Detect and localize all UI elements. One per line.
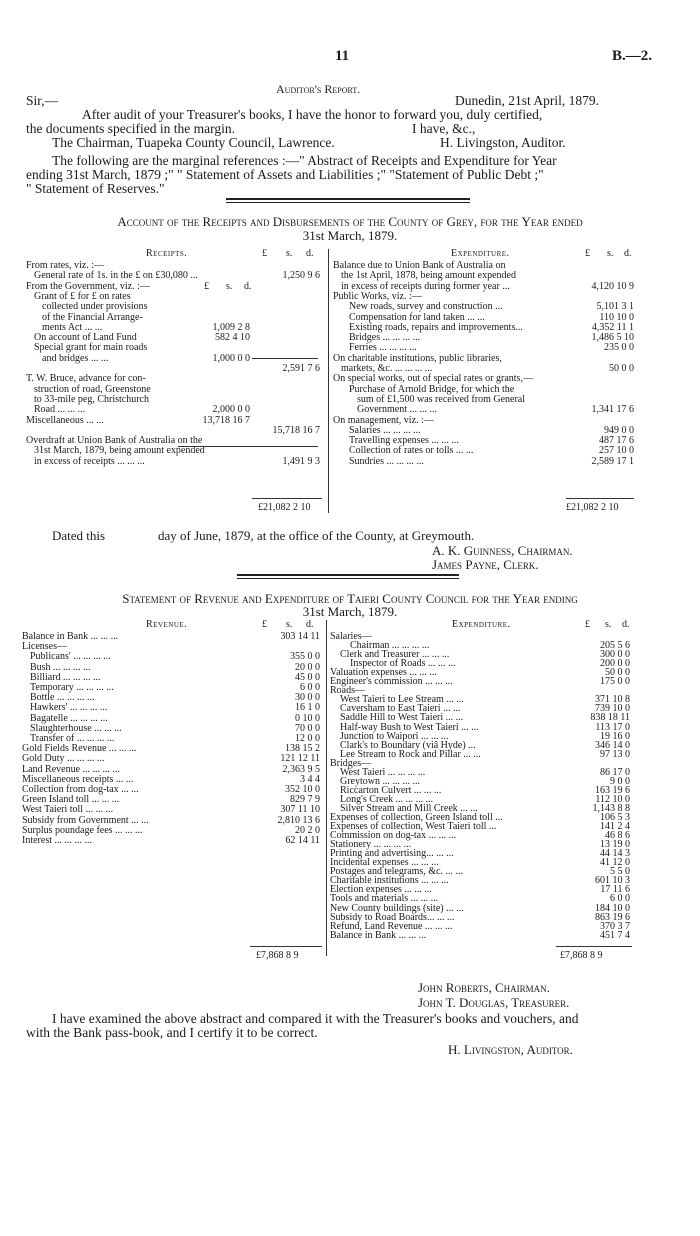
grey-receipt-label: to 33-mile peg, Christchurch xyxy=(34,393,149,405)
grey-expenditure-label: Travelling expenses ... ... ... xyxy=(349,435,459,447)
taieri-expenditure-label: Caversham to East Taieri ... ... xyxy=(340,703,461,715)
grey-expenditure-value: 1,486 5 10 xyxy=(591,332,634,344)
grey-expenditure-label: Public Works, viz. :— xyxy=(333,290,422,302)
grey-subtotal-rule-1 xyxy=(252,358,318,359)
taieri-total-rule-left xyxy=(250,946,322,947)
taieri-expenditure-value: 838 18 11 xyxy=(590,712,630,724)
taieri-expenditure-label: Roads— xyxy=(330,685,365,697)
taieri-revenue-value: 20 2 0 xyxy=(295,824,320,836)
grey-receipt-inner-value: 1,000 0 0 xyxy=(212,352,250,364)
grey-inner-pence-head: d. xyxy=(244,281,252,292)
taieri-expenditure-label: Commission on dog-tax ... ... ... xyxy=(330,830,457,842)
grey-expenditure-value: 487 17 6 xyxy=(599,435,634,447)
grey-receipts-pound-head: £ xyxy=(262,248,267,259)
grey-expenditure-value: 2,589 17 1 xyxy=(591,455,634,467)
taieri-revenue-value: 30 0 0 xyxy=(295,692,320,704)
grey-signature-chairman: A. K. Guinness, Chairman. xyxy=(432,543,573,558)
taieri-expenditure-value: 739 10 0 xyxy=(595,703,630,715)
taieri-revenue-value: 138 15 2 xyxy=(285,743,320,755)
taieri-revenue-value: 2,810 13 6 xyxy=(277,814,320,826)
taieri-revenue-value: 2,363 9 5 xyxy=(282,763,320,775)
taieri-expenditure-label: New County buildings (site) ... ... xyxy=(330,902,464,914)
grey-column-divider xyxy=(328,249,329,513)
grey-receipt-inner-value: 1,009 2 8 xyxy=(212,321,250,333)
taieri-expenditure-value: 112 10 0 xyxy=(595,793,630,805)
taieri-revenue-label: Bagatelle ... ... ... ... xyxy=(30,712,108,724)
grey-expenditure-label: Purchase of Arnold Bridge, for which the xyxy=(349,383,515,395)
taieri-expenditure-label: Postages and telegrams, &c. ... ... xyxy=(330,866,464,878)
grey-expenditure-value: 949 0 0 xyxy=(604,424,634,436)
grey-receipt-outer-value: 1,491 9 3 xyxy=(282,455,320,467)
taieri-expenditure-label: West Taieri ... ... ... ... xyxy=(340,766,426,778)
grey-receipt-label: collected under provisions xyxy=(42,301,148,313)
grey-receipt-label: struction of road, Greenstone xyxy=(34,383,151,395)
taieri-expenditure-value: 300 0 0 xyxy=(600,649,630,661)
grey-receipt-outer-value: 15,718 16 7 xyxy=(272,424,320,436)
report-line-2-left: the documents specified in the margin. xyxy=(26,121,235,136)
taieri-revenue-label: Green Island toll ... ... ... xyxy=(22,794,120,806)
taieri-revenue-value: 121 12 11 xyxy=(280,753,320,765)
grey-inner-pound-head: £ xyxy=(204,281,209,292)
taieri-expenditure-value: 5 5 0 xyxy=(610,866,630,878)
taieri-expenditure-value: 1,143 8 8 xyxy=(592,802,630,814)
taieri-revenue-label: Temporary ... ... ... ... xyxy=(30,682,114,693)
taieri-expenditure-value: 200 0 0 xyxy=(600,658,630,670)
grey-receipt-label: On account of Land Fund xyxy=(34,332,137,344)
grey-subtotal-rule-3 xyxy=(252,446,318,447)
grey-receipt-label: Road ... ... ... xyxy=(34,404,86,416)
taieri-revenue-value: 355 0 0 xyxy=(290,651,320,663)
grey-receipt-outer-value: 2,591 7 6 xyxy=(282,363,320,374)
taieri-revenue-label: Balance in Bank ... ... ... xyxy=(22,631,119,642)
taieri-expenditure-value: 205 5 6 xyxy=(600,640,630,652)
taieri-revenue-label: Surplus poundage fees ... ... ... xyxy=(22,824,143,836)
grey-receipts-heading: Receipts. xyxy=(146,248,188,259)
taieri-expenditure-label: Tools and materials ... ... ... xyxy=(330,893,439,905)
grey-exp-pence-head: d. xyxy=(624,248,632,259)
grey-expenditure-label: Government ... ... ... xyxy=(357,404,437,416)
taieri-expenditure-label: Lee Stream to Rock and Pillar ... ... xyxy=(340,748,481,760)
taieri-revenue-value: 6 0 0 xyxy=(300,682,320,693)
grey-expenditure-value: 4,120 10 9 xyxy=(591,280,634,292)
taieri-expenditure-value: 370 3 7 xyxy=(600,920,630,932)
grey-title-line-1: Account of the Receipts and Disbursements of the County of Grey, for the Year ended xyxy=(117,214,583,229)
taieri-expenditure-value: 50 0 0 xyxy=(605,667,630,679)
taieri-revenue-value: 0 10 0 xyxy=(295,712,320,724)
taieri-revenue-label: Subsidy from Government ... ... xyxy=(22,814,149,826)
taieri-expenditure-label: Clerk and Treasurer ... ... ... xyxy=(340,649,450,661)
grey-expenditure-label: sum of £1,500 was received from General xyxy=(357,393,525,405)
grey-expenditure-total: £21,082 2 10 xyxy=(566,502,619,513)
grey-expenditure-label: On special works, out of special rates or grants,— xyxy=(333,373,533,385)
taieri-expenditure-value: 451 7 4 xyxy=(600,929,630,941)
place-date: Dunedin, 21st April, 1879. xyxy=(455,93,599,108)
taieri-expenditure-label: Charitable institutions ... ... ... xyxy=(330,875,449,887)
dated-label: Dated this xyxy=(52,528,106,543)
grey-expenditure-label: the 1st April, 1878, being amount expended xyxy=(341,270,516,282)
grey-inner-shilling-head: s. xyxy=(226,281,233,292)
taieri-expenditure-label: Subsidy to Road Boards... ... ... xyxy=(330,911,455,923)
taieri-revenue-label: West Taieri toll ... ... ... xyxy=(22,804,114,816)
report-line-1: After audit of your Treasurer's books, I have the honor to forward you, duly certified, xyxy=(82,107,543,122)
grey-receipt-label: of the Financial Arrange- xyxy=(42,311,143,323)
taieri-expenditure-label: Chairman ... ... ... ... xyxy=(350,640,430,652)
grey-expenditure-value: 4,352 11 1 xyxy=(591,321,634,333)
grey-expenditure-label: in excess of receipts during former year ... xyxy=(341,280,510,292)
grey-expenditure-label: Bridges ... ... ... ... xyxy=(349,332,421,344)
report-line-6: " Statement of Reserves." xyxy=(26,181,165,196)
taieri-expenditure-value: 13 19 0 xyxy=(600,839,630,851)
taieri-expenditure-value: 44 14 3 xyxy=(600,848,630,860)
taieri-signature-treasurer: John T. Douglas, Treasurer. xyxy=(418,995,570,1010)
taieri-expenditure-label: Stationery ... ... ... ... xyxy=(330,839,412,851)
taieri-revenue-label: Collection from dog-tax ... ... xyxy=(22,784,139,795)
taieri-expenditure-label: Incidental expenses ... ... ... xyxy=(330,857,439,869)
section-divider xyxy=(226,198,470,203)
taieri-title-line-2: 31st March, 1879. xyxy=(302,604,398,619)
taieri-expenditure-label: West Taieri to Lee Stream ... ... xyxy=(340,694,464,706)
taieri-revenue-label: Transfer of ... ... ... ... xyxy=(30,733,115,744)
taieri-expenditure-value: 175 0 0 xyxy=(600,676,630,688)
taieri-expenditure-heading: Expenditure. xyxy=(452,619,511,630)
taieri-revenue-value: 62 14 11 xyxy=(285,835,320,846)
grey-expenditure-label: Existing roads, repairs and improvements... xyxy=(349,321,523,333)
grey-expenditure-label: Collection of rates or tolls ... ... xyxy=(349,445,474,457)
grey-expenditure-value: 50 0 0 xyxy=(609,363,634,374)
taieri-expenditure-label: Saddle Hill to West Taieri ... ... xyxy=(340,712,464,724)
taieri-expenditure-label: Inspector of Roads ... ... ... xyxy=(350,658,456,670)
taieri-expenditure-label: Half-way Bush to West Taieri ... ... xyxy=(340,721,479,733)
report-line-3-left: The Chairman, Tuapeka County Council, Lawrence. xyxy=(52,135,335,150)
grey-receipt-label: From rates, viz. :— xyxy=(26,260,105,271)
taieri-total-rule-right xyxy=(556,946,632,947)
taieri-revenue-value: 20 0 0 xyxy=(295,661,320,673)
taieri-revenue-label: Gold Duty ... ... ... ... xyxy=(22,753,105,765)
taieri-expenditure-label: Expenses of collection, Green Island toll ... xyxy=(330,812,503,823)
grey-expenditure-value: 110 10 0 xyxy=(599,311,634,323)
grey-expenditure-label: On management, viz. :— xyxy=(333,414,434,426)
taieri-expenditure-value: 141 2 4 xyxy=(600,821,630,833)
taieri-expenditure-label: Greytown ... ... ... ... xyxy=(340,775,420,787)
grey-receipt-outer-value: 1,250 9 6 xyxy=(282,270,320,282)
taieri-revenue-label: Interest ... ... ... ... xyxy=(22,835,92,846)
taieri-revenue-label: Publicans' ... ... ... ... xyxy=(30,651,111,663)
grey-receipt-label: T. W. Bruce, advance for con- xyxy=(26,373,146,385)
taieri-expenditure-value: 106 5 3 xyxy=(600,812,630,823)
grey-receipt-label: From the Government, viz. :— xyxy=(26,280,150,292)
taieri-revenue-label: Slaughterhouse ... ... ... xyxy=(30,722,122,734)
taieri-expenditure-value: 46 8 6 xyxy=(605,830,630,842)
taieri-exp-shilling-head: s. xyxy=(605,619,612,630)
taieri-revenue-total: £7,868 8 9 xyxy=(256,950,299,961)
grey-expenditure-value: 257 10 0 xyxy=(599,445,634,457)
grey-signature-clerk: James Payne, Clerk. xyxy=(432,557,539,572)
grey-expenditure-label: Salaries ... ... ... ... xyxy=(349,424,421,436)
closing-signature: H. Livingston, Auditor. xyxy=(448,1042,573,1057)
grey-total-rule-right xyxy=(566,498,634,499)
grey-expenditure-label: markets, &c. ... ... ... ... xyxy=(341,363,433,374)
report-line-5: ending 31st March, 1879 ;" " Statement of Assets and Liabilities ;" "Statement of Public Debt ;" xyxy=(26,167,544,182)
taieri-revenue-heading: Revenue. xyxy=(146,619,188,630)
report-line-4: The following are the marginal references :—" Abstract of Receipts and Expenditure for Year xyxy=(52,153,557,168)
grey-receipt-label: 31st March, 1879, being amount expended xyxy=(34,445,205,457)
grey-expenditure-label: On charitable institutions, public libraries, xyxy=(333,352,502,364)
taieri-expenditure-value: 863 19 6 xyxy=(595,911,630,923)
taieri-expenditure-label: Refund, Land Revenue ... ... ... xyxy=(330,920,453,932)
grey-expenditure-value: 235 0 0 xyxy=(604,342,634,354)
taieri-expenditure-value: 113 17 0 xyxy=(595,721,630,733)
taieri-rev-pence-head: d. xyxy=(306,619,314,630)
grey-expenditure-value: 1,341 17 6 xyxy=(591,404,634,416)
taieri-revenue-value: 829 7 9 xyxy=(290,794,320,806)
grey-expenditure-label: New roads, survey and construction ... xyxy=(349,301,503,313)
taieri-expenditure-total: £7,868 8 9 xyxy=(560,950,603,961)
grey-receipt-inner-value: 582 4 10 xyxy=(215,332,250,344)
grey-receipt-inner-value: 13,718 16 7 xyxy=(202,414,250,426)
taieri-revenue-label: Miscellaneous receipts ... ... xyxy=(22,773,134,785)
taieri-revenue-value: 352 10 0 xyxy=(285,784,320,795)
taieri-expenditure-label: Clark's to Boundary (viâ Hyde) ... xyxy=(340,739,476,751)
closing-line-2: with the Bank pass-book, and I certify it to be correct. xyxy=(26,1025,318,1040)
taieri-revenue-value: 12 0 0 xyxy=(295,733,320,744)
taieri-rev-pound-head: £ xyxy=(262,619,267,630)
taieri-expenditure-label: Valuation expenses ... ... ... xyxy=(330,667,437,679)
grey-receipts-total: £21,082 2 10 xyxy=(258,502,311,513)
taieri-revenue-label: Land Revenue ... ... ... ... xyxy=(22,763,121,775)
taieri-revenue-value: 3 4 4 xyxy=(300,773,320,785)
taieri-column-divider xyxy=(326,620,327,956)
taieri-exp-pound-head: £ xyxy=(585,619,590,630)
taieri-exp-pence-head: d. xyxy=(622,619,630,630)
taieri-expenditure-label: Election expenses ... ... ... xyxy=(330,884,432,896)
taieri-revenue-value: 70 0 0 xyxy=(295,722,320,734)
grey-exp-pound-head: £ xyxy=(585,248,590,259)
taieri-signature-chairman: John Roberts, Chairman. xyxy=(418,980,550,995)
taieri-revenue-label: Billiard ... ... ... ... xyxy=(30,671,101,683)
grey-receipt-label: ments Act ... ... xyxy=(42,321,103,333)
grey-total-rule-left xyxy=(252,498,322,499)
taieri-rev-shilling-head: s. xyxy=(286,619,293,630)
taieri-expenditure-label: Junction to Waipori ... ... ... xyxy=(340,730,449,742)
grey-expenditure-label: Ferries ... ... ... ... xyxy=(349,342,417,354)
taieri-revenue-label: Bottle ... ... ... ... xyxy=(30,692,95,704)
taieri-revenue-label: Hawkers' ... ... ... ... xyxy=(30,702,108,714)
document-reference: B.—2. xyxy=(612,48,653,64)
closing-line-1: I have examined the above abstract and compared it with the Treasurer's books and vouchers, and xyxy=(52,1011,579,1026)
taieri-revenue-label: Bush ... ... ... ... xyxy=(30,661,91,673)
taieri-expenditure-label: Engineer's commission ... ... ... xyxy=(330,676,453,688)
taieri-expenditure-value: 6 0 0 xyxy=(610,893,630,905)
grey-expenditure-label: Compensation for land taken ... ... xyxy=(349,311,485,323)
taieri-expenditure-value: 601 10 3 xyxy=(595,875,630,887)
taieri-expenditure-value: 163 19 6 xyxy=(595,784,630,796)
taieri-revenue-label: Gold Fields Revenue ... ... ... xyxy=(22,743,137,755)
taieri-revenue-value: 16 1 0 xyxy=(295,702,320,714)
grey-expenditure-value: 5,101 3 1 xyxy=(596,301,634,313)
taieri-expenditure-value: 17 11 6 xyxy=(600,884,630,896)
grey-receipt-label: in excess of receipts ... ... ... xyxy=(34,455,145,467)
taieri-revenue-value: 307 11 10 xyxy=(280,804,320,816)
grey-exp-shilling-head: s. xyxy=(607,248,614,259)
grey-receipts-pence-head: d. xyxy=(306,248,314,259)
taieri-expenditure-label: Balance in Bank ... ... ... xyxy=(330,929,427,941)
report-line-3-right: H. Livingston, Auditor. xyxy=(440,135,566,150)
taieri-expenditure-label: Silver Stream and Mill Creek ... ... xyxy=(340,802,478,814)
grey-receipt-label: Overdraft at Union Bank of Australia on the xyxy=(26,435,203,447)
grey-expenditure-label: Balance due to Union Bank of Australia on xyxy=(333,260,506,271)
taieri-expenditure-value: 19 16 0 xyxy=(600,730,630,742)
taieri-expenditure-value: 184 10 0 xyxy=(595,902,630,914)
salutation: Sir,— xyxy=(26,93,59,108)
taieri-expenditure-value: 41 12 0 xyxy=(600,857,630,869)
grey-receipt-label: General rate of 1s. in the £ on £30,080 ... xyxy=(34,270,198,282)
taieri-expenditure-value: 371 10 8 xyxy=(595,694,630,706)
auditor-report-title: Auditor's Report. xyxy=(276,82,361,96)
taieri-title-line-1: Statement of Revenue and Expenditure of Taieri County Council for the Year ending xyxy=(122,591,578,606)
taieri-expenditure-label: Long's Creek ... ... ... ... xyxy=(340,793,434,805)
grey-receipts-shilling-head: s. xyxy=(286,248,293,259)
dated-text: day of June, 1879, at the office of the County, at Greymouth. xyxy=(158,528,475,543)
taieri-expenditure-label: Expenses of collection, West Taieri toll ... xyxy=(330,821,497,833)
report-line-2-right: I have, &c., xyxy=(412,121,476,136)
taieri-expenditure-label: Riccarton Culvert ... ... ... xyxy=(340,784,442,796)
taieri-revenue-value: 303 14 11 xyxy=(280,631,320,642)
grey-title-line-2: 31st March, 1879. xyxy=(302,228,398,243)
taieri-expenditure-label: Printing and advertising... ... ... xyxy=(330,848,454,860)
grey-receipt-inner-value: 2,000 0 0 xyxy=(212,404,250,416)
taieri-revenue-value: 45 0 0 xyxy=(295,671,320,683)
taieri-expenditure-label: Salaries— xyxy=(330,631,372,642)
grey-expenditure-heading: Expenditure. xyxy=(451,248,510,259)
grey-receipt-label: Special grant for main roads xyxy=(34,342,148,354)
section-divider-2 xyxy=(237,574,459,579)
grey-expenditure-label: Sundries ... ... ... ... xyxy=(349,455,424,467)
taieri-expenditure-label: Bridges— xyxy=(330,757,372,769)
grey-receipt-label: Grant of £ for £ on rates xyxy=(34,290,131,302)
taieri-expenditure-value: 9 0 0 xyxy=(610,775,630,787)
grey-receipt-label: and bridges ... ... xyxy=(42,352,109,364)
taieri-expenditure-value: 86 17 0 xyxy=(600,766,630,778)
taieri-expenditure-value: 346 14 0 xyxy=(595,739,630,751)
page-number: 11 xyxy=(335,48,350,64)
grey-receipt-label: Miscellaneous ... ... xyxy=(26,414,104,426)
taieri-expenditure-value: 97 13 0 xyxy=(600,748,630,760)
taieri-revenue-label: Licenses— xyxy=(22,641,67,653)
